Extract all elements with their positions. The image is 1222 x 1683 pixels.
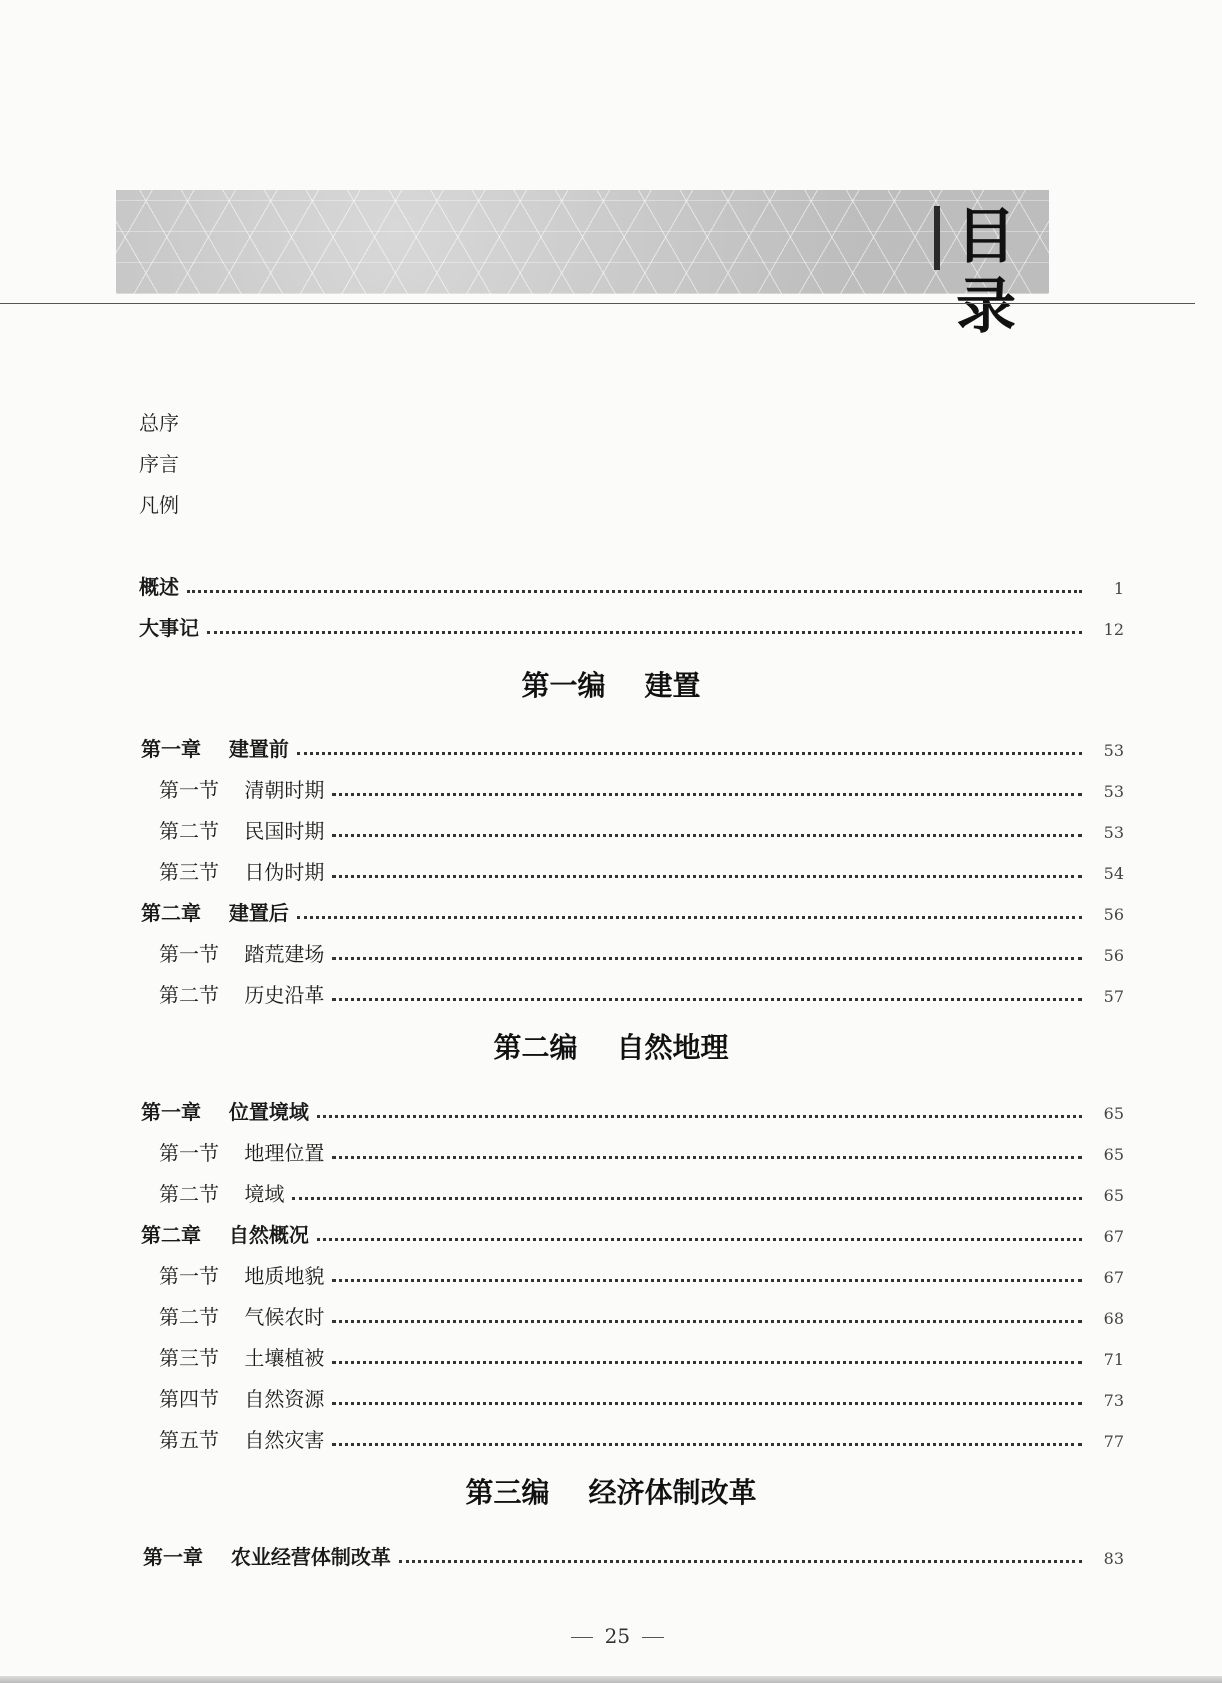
toc-chapter[interactable] [141, 898, 1124, 926]
toc-entry-label: 大事记 [139, 616, 199, 640]
toc-section[interactable] [159, 775, 1124, 803]
toc-entry-page: 71 [1103, 1350, 1124, 1369]
toc-entry-page: 54 [1103, 864, 1124, 883]
leader-dots [332, 998, 1082, 1001]
front-matter-item[interactable]: 序言 [139, 452, 179, 476]
toc-entry-page: 67 [1103, 1227, 1124, 1246]
toc-section[interactable] [159, 857, 1124, 885]
leader-dots [297, 752, 1082, 755]
footer-dash [571, 1637, 593, 1638]
toc-entry-label: 第四节 自然资源 [159, 1387, 325, 1411]
toc-entry-page: 68 [1103, 1309, 1124, 1328]
toc-section[interactable] [159, 1138, 1124, 1166]
toc-section[interactable] [159, 1179, 1124, 1207]
toc-entry-label: 第三节 土壤植被 [159, 1346, 325, 1370]
page-footer [0, 1600, 1222, 1648]
toc-section[interactable] [159, 1261, 1124, 1289]
toc-entry-page: 77 [1103, 1432, 1124, 1451]
toc-entry-page: 73 [1103, 1391, 1124, 1410]
toc-chapter[interactable] [141, 734, 1124, 762]
title-banner [116, 190, 1049, 342]
toc-entry-label: 第一节 清朝时期 [159, 778, 325, 802]
toc-chapter[interactable] [141, 1097, 1124, 1125]
toc-section[interactable] [159, 939, 1124, 967]
toc-entry-page: 83 [1103, 1549, 1124, 1568]
toc-entry-label: 第二节 历史沿革 [159, 983, 325, 1007]
toc-entry-label: 第二章 建置后 [141, 901, 289, 925]
toc-entry-label: 第一节 地质地貌 [159, 1264, 325, 1288]
front-matter-item[interactable]: 凡例 [139, 493, 179, 517]
toc-entry-label: 第二章 自然概况 [141, 1223, 309, 1247]
toc-entry-page: 1 [1113, 579, 1124, 598]
leader-dots [332, 834, 1082, 837]
toc-chapter[interactable] [143, 1542, 1124, 1570]
toc-entry-chronicle[interactable] [139, 613, 1124, 641]
toc-section[interactable] [159, 1384, 1124, 1412]
toc-entry-label: 第一节 踏荒建场 [159, 942, 325, 966]
header-rule [0, 303, 1195, 304]
toc-entry-label: 第三节 日伪时期 [159, 860, 325, 884]
toc-entry-overview[interactable] [139, 572, 1124, 600]
title-bar-accent [934, 206, 940, 270]
leader-dots [207, 631, 1082, 634]
scan-bottom-edge [0, 1676, 1222, 1683]
leader-dots [332, 1156, 1082, 1159]
leader-dots [332, 875, 1082, 878]
leader-dots [332, 1402, 1082, 1405]
part-heading[interactable]: 第二编 自然地理 [493, 1031, 729, 1064]
toc-entry-label: 第一章 位置境域 [141, 1100, 309, 1124]
toc-entry-label: 第五节 自然灾害 [159, 1428, 325, 1452]
leader-dots [317, 1238, 1082, 1241]
leader-dots [317, 1115, 1082, 1118]
toc-chapter[interactable] [141, 1220, 1124, 1248]
toc-entry-label: 第二节 气候农时 [159, 1305, 325, 1329]
toc-entry-label: 第一章 农业经营体制改革 [143, 1545, 391, 1569]
toc-entry-page: 67 [1103, 1268, 1124, 1287]
leader-dots [332, 957, 1082, 960]
leader-dots [332, 1361, 1082, 1364]
front-matter-item[interactable]: 总序 [139, 411, 179, 435]
leader-dots [297, 916, 1082, 919]
toc-entry-page: 56 [1103, 946, 1124, 965]
toc-entry-page: 65 [1103, 1145, 1124, 1164]
page-title: 目 录 [956, 202, 1038, 342]
toc-entry-label: 第一节 地理位置 [159, 1141, 325, 1165]
toc-entry-page: 53 [1103, 823, 1124, 842]
leader-dots [332, 1320, 1082, 1323]
page-number: 25 [604, 1624, 631, 1648]
toc-entry-page: 56 [1103, 905, 1124, 924]
part-heading[interactable]: 第三编 经济体制改革 [465, 1476, 757, 1509]
leader-dots [332, 793, 1082, 796]
toc-entry-page: 53 [1103, 782, 1124, 801]
toc-section[interactable] [159, 980, 1124, 1008]
toc-entry-page: 65 [1103, 1104, 1124, 1123]
toc-entry-label: 第一章 建置前 [141, 737, 289, 761]
toc-entry-page: 65 [1103, 1186, 1124, 1205]
toc-section[interactable] [159, 1302, 1124, 1330]
toc-entry-label: 概述 [139, 575, 179, 599]
toc-entry-label: 第二节 民国时期 [159, 819, 325, 843]
leader-dots [332, 1279, 1082, 1282]
toc-entry-page: 12 [1103, 620, 1124, 639]
toc-entry-label: 第二节 境域 [159, 1182, 285, 1206]
leader-dots [187, 590, 1082, 593]
leader-dots [399, 1560, 1082, 1563]
leader-dots [332, 1443, 1082, 1446]
leader-dots [292, 1197, 1082, 1200]
part-heading[interactable]: 第一编 建置 [521, 669, 701, 702]
toc-section[interactable] [159, 1425, 1124, 1453]
toc-entry-page: 53 [1103, 741, 1124, 760]
toc-section[interactable] [159, 1343, 1124, 1371]
toc-section[interactable] [159, 816, 1124, 844]
toc-entry-page: 57 [1103, 987, 1124, 1006]
footer-dash [642, 1637, 664, 1638]
